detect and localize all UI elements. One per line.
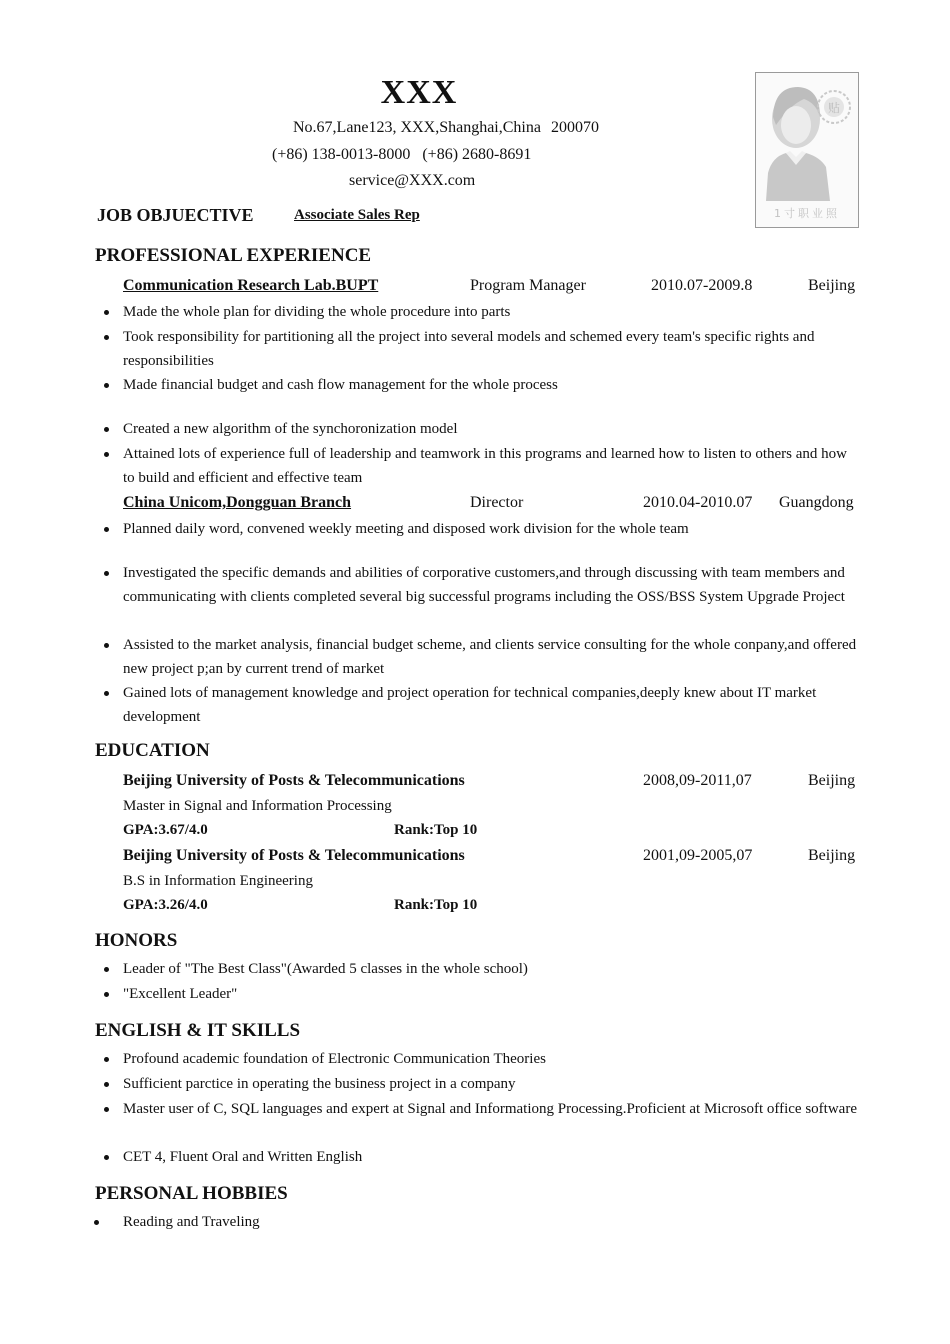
job-location: Guangdong [779, 494, 854, 511]
list-item: Made financial budget and cash flow management for the whole process [123, 373, 858, 397]
svg-text:贴: 贴 [827, 101, 841, 115]
school-gpa: GPA:3.26/4.0 [123, 897, 208, 913]
job-header [0, 494, 950, 516]
list-item: Attained lots of experience full of leadership and teamwork in this programs and learned how to listen to others and how to build and efficient and effective team [123, 442, 858, 490]
list-item: Planned daily word, convened weekly meeting and disposed work division for the whole team [123, 517, 858, 541]
school-degree: B.S in Information Engineering [123, 873, 313, 889]
email: service@XXX.com [349, 172, 476, 189]
list-item: Gained lots of management knowledge and project operation for technical companies,deeply knew about IT market development [123, 681, 858, 729]
job-title: Director [470, 494, 524, 511]
list-item: Reading and Traveling [123, 1210, 858, 1234]
list-item: Created a new algorithm of the synchoronization model [123, 417, 858, 441]
school-location: Beijing [808, 772, 856, 789]
address: No.67,Lane123, XXX,Shanghai,China [293, 119, 541, 136]
photo-placeholder [755, 72, 859, 228]
section-heading-honors: HONORS [95, 930, 178, 951]
school-dates: 2001,09-2005,07 [643, 847, 753, 864]
photo-label: 1寸职业照 [774, 207, 840, 220]
list-item: Made the whole plan for dividing the whole procedure into parts [123, 300, 858, 324]
list-item: Investigated the specific demands and abilities of corporative customers,and through discussing with team members and communicating with clients completed several big successful programs including the OSS/BSS System Upgrade Project [123, 561, 858, 609]
job-location: Beijing [808, 277, 856, 294]
list-item: Profound academic foundation of Electronic Communication Theories [123, 1047, 858, 1071]
objective-value: Associate Sales Rep [294, 207, 420, 223]
school-name: Beijing University of Posts & Telecommunications [123, 847, 465, 864]
list-item: Sufficient parctice in operating the business project in a company [123, 1072, 858, 1096]
school-header [0, 772, 950, 794]
school-dates: 2008,09-2011,07 [643, 772, 752, 789]
phone-line [272, 146, 531, 164]
school-name: Beijing University of Posts & Telecommunications [123, 772, 465, 789]
job-header [0, 277, 950, 299]
zip-code: 200070 [550, 119, 599, 136]
phone-mobile: (+86) 138-0013-8000 [272, 146, 411, 163]
job-title: Program Manager [470, 277, 586, 294]
job-organization: China Unicom,Dongguan Branch [123, 494, 352, 511]
objective-label: JOB OBJUECTIVE [97, 205, 254, 225]
section-heading-hobbies: PERSONAL HOBBIES [95, 1183, 288, 1204]
list-item: "Excellent Leader" [123, 982, 858, 1006]
section-heading-experience: PROFESSIONAL EXPERIENCE [95, 245, 372, 266]
school-header [0, 847, 950, 869]
list-item: Master user of C, SQL languages and expert at Signal and Informationg Processing.Proficient at Microsoft office software [123, 1097, 858, 1121]
address-line [293, 119, 599, 137]
section-heading-education: EDUCATION [95, 740, 210, 761]
job-organization: Communication Research Lab.BUPT [123, 277, 379, 294]
job-dates: 2010.07-2009.8 [651, 277, 753, 294]
section-heading-skills: ENGLISH & IT SKILLS [95, 1020, 301, 1041]
list-item: CET 4, Fluent Oral and Written English [123, 1145, 858, 1169]
job-dates: 2010.04-2010.07 [643, 494, 753, 511]
school-gpa: GPA:3.67/4.0 [123, 822, 208, 838]
candidate-name: XXX [380, 74, 458, 111]
school-rank: Rank:Top 10 [394, 897, 478, 913]
school-degree: Master in Signal and Information Processing [123, 798, 392, 814]
list-item: Assisted to the market analysis, financial budget scheme, and clients service consulting for the whole conpany,and offered new project p;an by current trend of market [123, 633, 858, 681]
school-location: Beijing [808, 847, 856, 864]
school-rank: Rank:Top 10 [394, 822, 478, 838]
list-item: Leader of "The Best Class"(Awarded 5 classes in the whole school) [123, 957, 858, 981]
phone-landline: (+86) 2680-8691 [422, 146, 532, 163]
list-item: Took responsibility for partitioning all the project into several models and schemed every team's specific rights and responsibilities [123, 325, 858, 373]
